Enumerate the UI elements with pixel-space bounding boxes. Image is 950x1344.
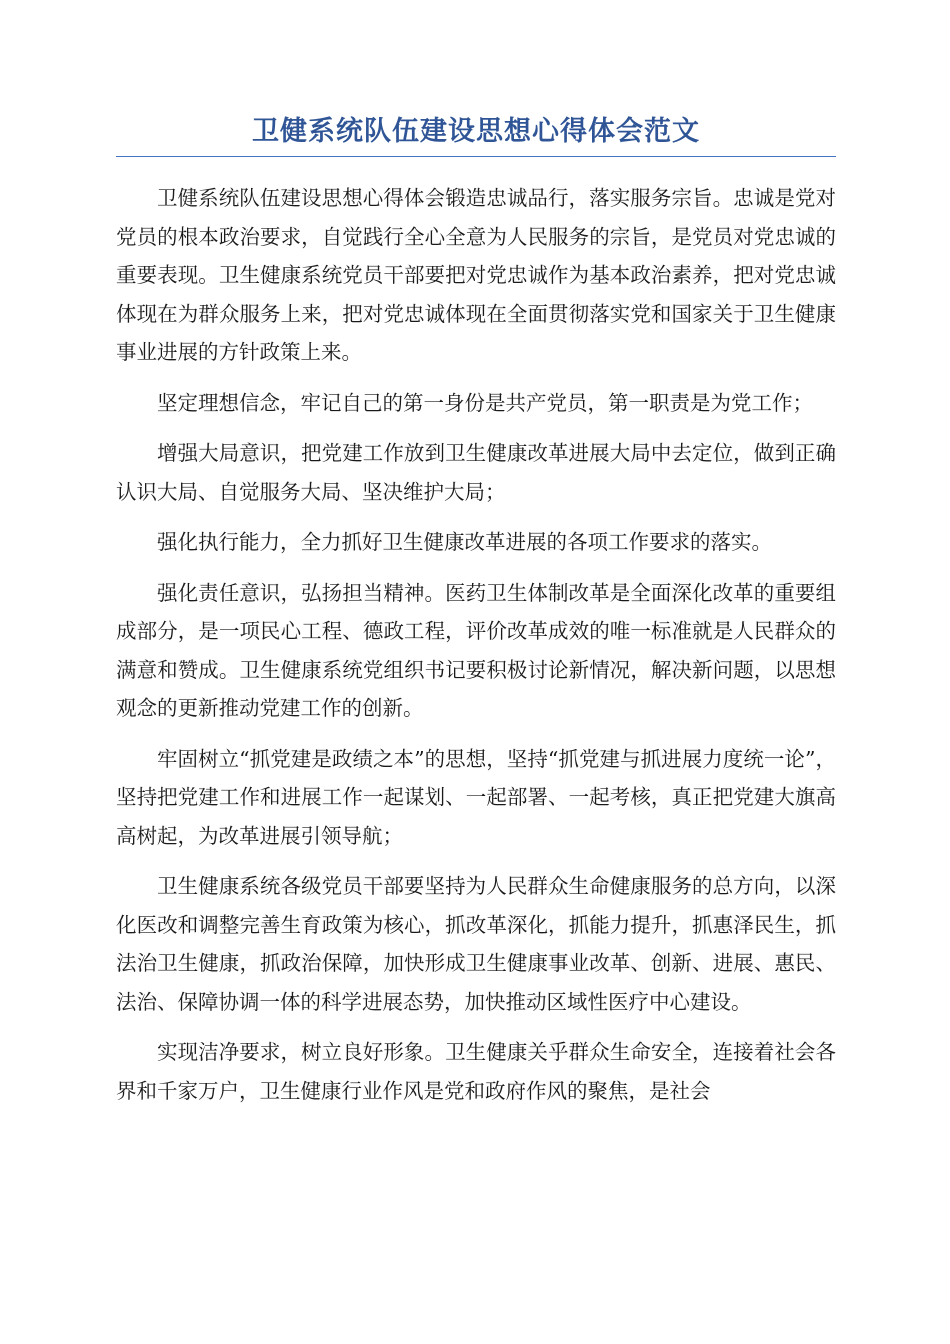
paragraph-2: 坚定理想信念，牢记自己的第一身份是共产党员，第一职责是为党工作； (157, 390, 813, 415)
document-page (116, 112, 836, 1122)
paragraph-3: 增强大局意识，把党建工作放到卫生健康改革进展大局中去定位，做到正确认识大局、自觉服务大局、坚决维护大局； (116, 441, 836, 504)
document-body (116, 179, 836, 1110)
paragraph-7: 卫生健康系统各级党员干部要坚持为人民群众生命健康服务的总方向，以深化医改和调整完善生育政策为核心，抓改革深化，抓能力提升，抓惠泽民生，抓法治卫生健康，抓政治保障，加快形成卫生健康事业改革、创新、进展、惠民、法治、保障协调一体的科学进展态势，加快推动区域性医疗中心建设。 (116, 874, 836, 1014)
paragraph-6: 牢固树立“抓党建是政绩之本”的思想，坚持“抓党建与抓进展力度统一论”，坚持把党建工作和进展工作一起谋划、一起部署、一起考核，真正把党建大旗高高树起，为改革进展引领导航； (116, 746, 836, 848)
document-title: 卫健系统队伍建设思想心得体会范文 (116, 112, 836, 157)
paragraph-1: 卫健系统队伍建设思想心得体会锻造忠诚品行，落实服务宗旨。忠诚是党对党员的根本政治要求，自觉践行全心全意为人民服务的宗旨，是党员对党忠诚的重要表现。卫生健康系统党员干部要把对党忠诚作为基本政治素养，把对党忠诚体现在为群众服务上来，把对党忠诚体现在全面贯彻落实党和国家关于卫生健康事业进展的方针政策上来。 (116, 186, 836, 364)
paragraph-4: 强化执行能力，全力抓好卫生健康改革进展的各项工作要求的落实。 (157, 530, 772, 554)
paragraph-5: 强化责任意识，弘扬担当精神。医药卫生体制改革是全面深化改革的重要组成部分，是一项民心工程、德政工程，评价改革成效的唯一标准就是人民群众的满意和赞成。卫生健康系统党组织书记要积极讨论新情况，解决新问题，以思想观念的更新推动党建工作的创新。 (116, 580, 836, 720)
paragraph-8: 实现洁净要求，树立良好形象。卫生健康关乎群众生命安全，连接着社会各界和千家万户，卫生健康行业作风是党和政府作风的聚焦，是社会 (116, 1040, 836, 1103)
